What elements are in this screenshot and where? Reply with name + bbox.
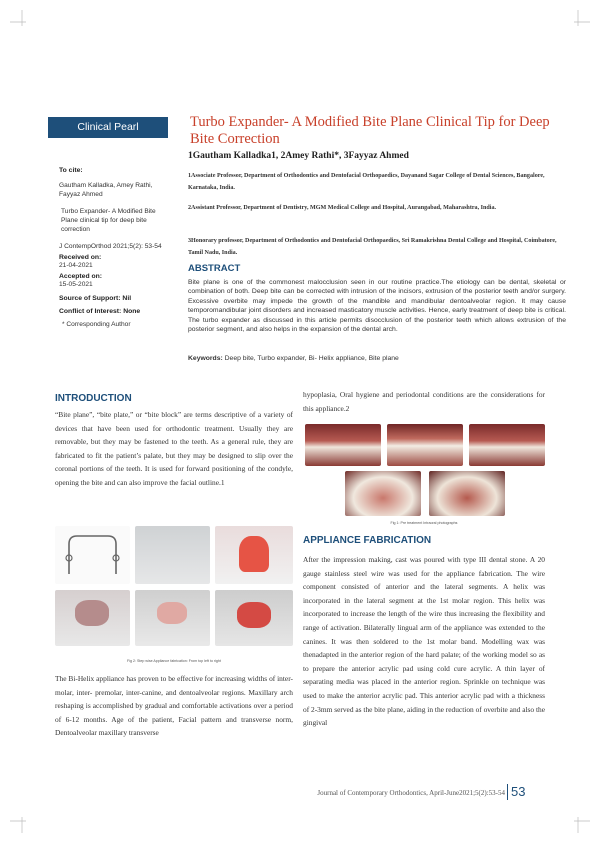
source-of-support: Source of Support: Nil — [59, 295, 132, 302]
journal-footer: Journal of Contemporary Orthodontics, April-June2021;5(2):53-54 — [317, 789, 505, 797]
abstract-heading: ABSTRACT — [188, 263, 241, 274]
intraoral-photo-lower-occlusal — [429, 471, 505, 516]
cast-photo-2 — [215, 526, 293, 584]
intro-paragraph-1: “Bite plane”, “bite plate,” or “bite block” are terms descriptive of a variety of devices that have been used for orthodontic treatment. Usually they are removable, but they may be fastened to the teeth. As a general rule, they are fabricated to fit the patient’s palate, but they may be designed to slip over the coronal portions of the teeth. It is used for forward positioning of the condyle, opening the bite and can also improve the facial outline.1 — [55, 410, 293, 487]
affiliation-2: 2Assistant Professor, Department of Dentistry, MGM Medical College and Hospital, Aurangabad, Maharashtra, India. — [188, 205, 497, 211]
keywords-line — [188, 355, 399, 362]
intro-heading: INTRODUCTION — [55, 393, 132, 404]
cast-photo-5 — [215, 590, 293, 646]
citation-sidebar — [59, 167, 169, 329]
to-cite-label: To cite: — [59, 167, 83, 174]
cast-photo-1 — [135, 526, 210, 584]
received-date: 21-04-2021 — [59, 262, 93, 269]
page-number: 53 — [511, 784, 526, 799]
intraoral-photo-upper-occlusal — [345, 471, 421, 516]
cite-title: Turbo Expander- A Modified Bite Plane clinical tip for deep bite correction — [61, 208, 156, 233]
appliance-fabrication-heading: APPLIANCE FABRICATION — [303, 535, 432, 546]
accepted-label: Accepted on: — [59, 273, 103, 280]
intro-paragraph-2: The Bi-Helix appliance has proven to be effective for increasing widths of inter-molar, inter- premolar, inter-canine, and dentoalveolar regions. Maxillary arch reshaping is accomplished by gradual and comfortable activations over a period of 6-12 months. Age of the patient, Facial pattern and transverse norm, Dentoalveolar maxillary transverse — [55, 674, 293, 738]
cast-photo-3 — [55, 590, 130, 646]
cast-photo-4 — [135, 590, 210, 646]
wire-illustration — [55, 526, 130, 584]
intraoral-photo-front — [387, 424, 463, 466]
affiliation-3: 3Honorary professor, Department of Orthodontics and Dentofacial Orthopaedics, Sri Ramakrishna Dental College and Hospital, Coimbatore, Tamil Nadu, India. — [188, 238, 557, 256]
figure-2-caption: Fig 2: Step wise Appliance fabrication: From top left to right — [127, 659, 221, 663]
cite-authors: Gautham Kalladka, Amey Rathi, Fayyaz Ahmed — [59, 182, 153, 198]
conflict-of-interest: Conflict of Interest: None — [59, 308, 141, 315]
abstract-text: Bite plane is one of the commonest malocclusion seen in our routine practice.The etiology can be dental, skeletal or combination of both. Deep bite can be corrected with intrusion of the incisors, extrusion of the posterior teeth and/or surgery. Excessive overbite may impede the growth of the mandible and mandibular dentoalveolar region. It may cause temporomandibular joint disorders and increased masticatory muscle activities. Hence, early treatment of deep bite is critical. The turbo expander as discussed in this article permits disocclusion of the posterior teeth which allows extrusion of the posterior segment, and also helps in the expansion of the dental arch. — [188, 279, 566, 334]
intraoral-photo-right — [305, 424, 381, 466]
figure-2-appliance-fabrication — [55, 522, 293, 650]
article-type-badge: Clinical Pearl — [48, 117, 168, 138]
author-list: 1Gautham Kalladka1, 2Amey Rathi*, 3Fayyaz Ahmed — [188, 151, 409, 161]
accepted-date: 15-05-2021 — [59, 281, 93, 288]
appliance-fabrication-paragraph: After the impression making, cast was poured with type III dental stone. A 20 gauge stainless steel wire was used for the appliance fabrication. The wire component consisted of anterior and the lateral segments. A helix was incorporated in the lateral segment at the 1st molar region. This helix was incorporated to increase the length of the wire thus increasing the flexibility and range of activation. Bilaterally lingual arm of the appliance was extended to the canines. It was then soldered to the 1st molar band. Modelling wax was thenadapted in the anterior region of the hard palate; of the working model so as to prepare the anterior acrylic pad using cold cure acrylic. A thin layer of separating media was placed in the anterior region. Sprinkle on technique was used to make the anterior acrylic pad. This anterior acrylic pad with a thickness of 2-3mm served as the bite plane, aiding in the reduction of overbite and also the gingival — [303, 555, 545, 728]
wire-component-photo — [55, 526, 130, 584]
corresponding-note: * Corresponding Author — [62, 321, 131, 328]
right-paragraph-top: hypoplasia, Oral hygiene and periodontal conditions are the considerations for this appliance.2 — [303, 390, 545, 413]
affiliation-1: 1Associate Professor, Department of Orthodontics and Dentofacial Orthopaedics, Dayanand Sagar College of Dental Sciences, Bangalore, Karnataka, India. — [188, 173, 545, 191]
figure-1-caption: Fig 1: Pre treatment Intraoral photographs — [390, 521, 458, 525]
footer-divider — [507, 784, 508, 800]
keywords-label: Keywords: — [188, 355, 223, 362]
keywords: Deep bite, Turbo expander, Bi- Helix appliance, Bite plane — [224, 355, 399, 362]
cite-journal: J ContempOrthod 2021;5(2): 53-54 — [59, 243, 162, 250]
article-title: Turbo Expander- A Modified Bite Plane Clinical Tip for Deep Bite Correction — [190, 114, 550, 147]
received-label: Received on: — [59, 254, 102, 261]
figure-1-intraoral-photos — [305, 424, 545, 516]
intraoral-photo-left — [469, 424, 545, 466]
